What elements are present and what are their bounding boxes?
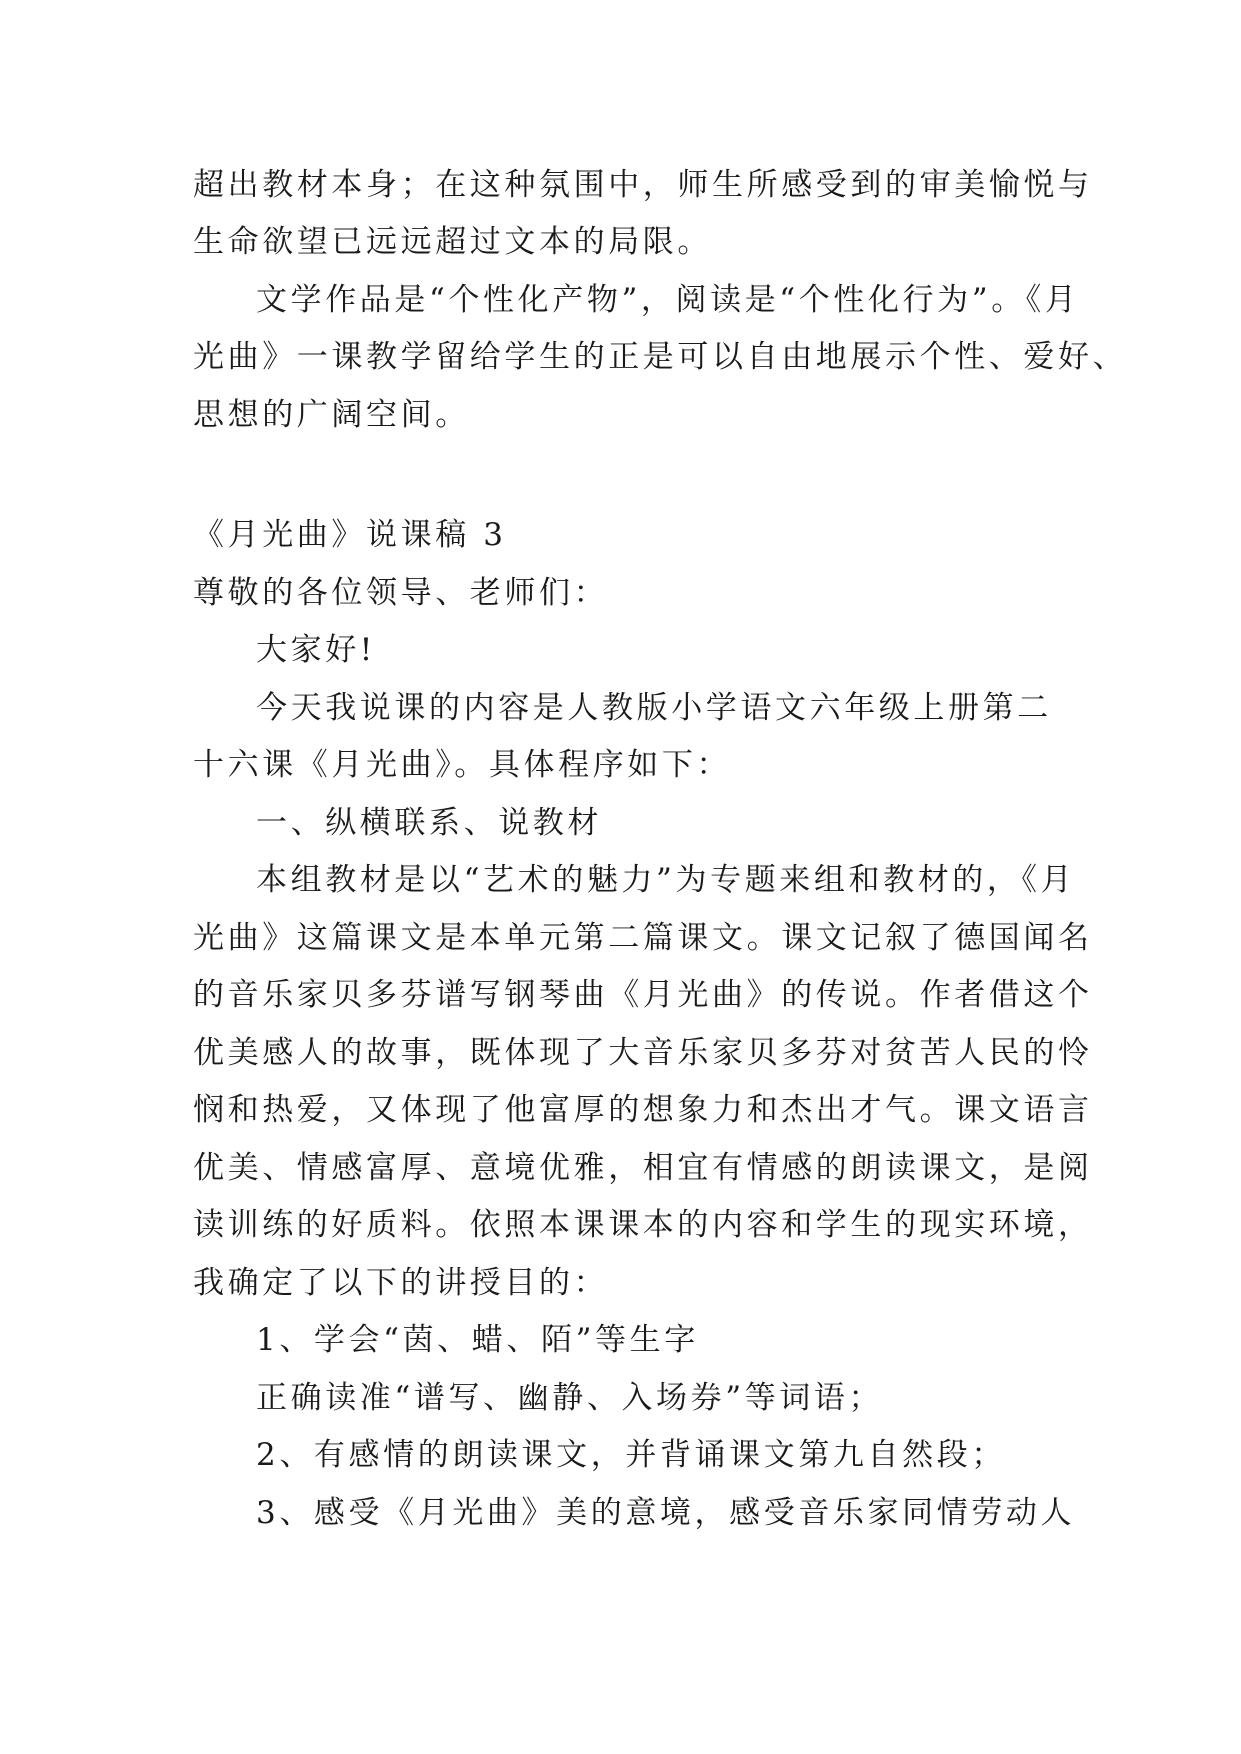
list-item: 3、感受《月光曲》美的意境，感受音乐家同情劳动人 bbox=[256, 1495, 1076, 1531]
paragraph-line: 超出教材本身；在这种氛围中，师生所感受到的审美愉悦与 bbox=[193, 167, 1093, 203]
list-item: 1、学会“茵、蜡、陌”等生字 bbox=[256, 1322, 699, 1358]
paragraph-line: 光曲》一课教学留给学生的正是可以自由地展示个性、爱好、 bbox=[193, 339, 1128, 375]
section-heading: 《月光曲》说课稿 3 bbox=[193, 517, 507, 553]
paragraph-line: 生命欲望已远远超过文本的局限。 bbox=[193, 224, 712, 260]
list-item: 2、有感情的朗读课文，并背诵课文第九自然段； bbox=[256, 1437, 1006, 1473]
paragraph-line: 光曲》这篇课文是本单元第二篇课文。课文记叙了德国闻名 bbox=[193, 920, 1093, 956]
paragraph-line: 今天我说课的内容是人教版小学语文六年级上册第二 bbox=[256, 690, 1052, 726]
greeting: 大家好! bbox=[256, 632, 376, 668]
paragraph-line: 文学作品是“个性化产物”，阅读是“个性化行为”。《月 bbox=[256, 282, 1080, 318]
list-item: 正确读准“谱写、幽静、入场券”等词语； bbox=[256, 1380, 884, 1416]
paragraph-line: 读训练的好质料。依照本课课本的内容和学生的现实环境， bbox=[193, 1207, 1093, 1243]
paragraph-line: 十六课《月光曲》。具体程序如下： bbox=[193, 747, 732, 783]
paragraph-line: 悯和热爱，又体现了他富厚的想象力和杰出才气。课文语言 bbox=[193, 1092, 1093, 1128]
paragraph-line: 优美感人的故事，既体现了大音乐家贝多芬对贫苦人民的怜 bbox=[193, 1035, 1093, 1071]
salutation: 尊敬的各位领导、老师们： bbox=[193, 575, 609, 611]
paragraph-line: 我确定了以下的讲授目的： bbox=[193, 1265, 609, 1301]
paragraph-line: 的音乐家贝多芬谱写钢琴曲《月光曲》的传说。作者借这个 bbox=[193, 977, 1093, 1013]
subheading: 一、纵横联系、说教材 bbox=[256, 805, 602, 841]
paragraph-line: 本组教材是以“艺术的魅力”为专题来组和教材的，《月 bbox=[256, 862, 1076, 898]
paragraph-line: 思想的广阔空间。 bbox=[193, 397, 470, 433]
paragraph-line: 优美、情感富厚、意境优雅，相宜有情感的朗读课文，是阅 bbox=[193, 1150, 1093, 1186]
